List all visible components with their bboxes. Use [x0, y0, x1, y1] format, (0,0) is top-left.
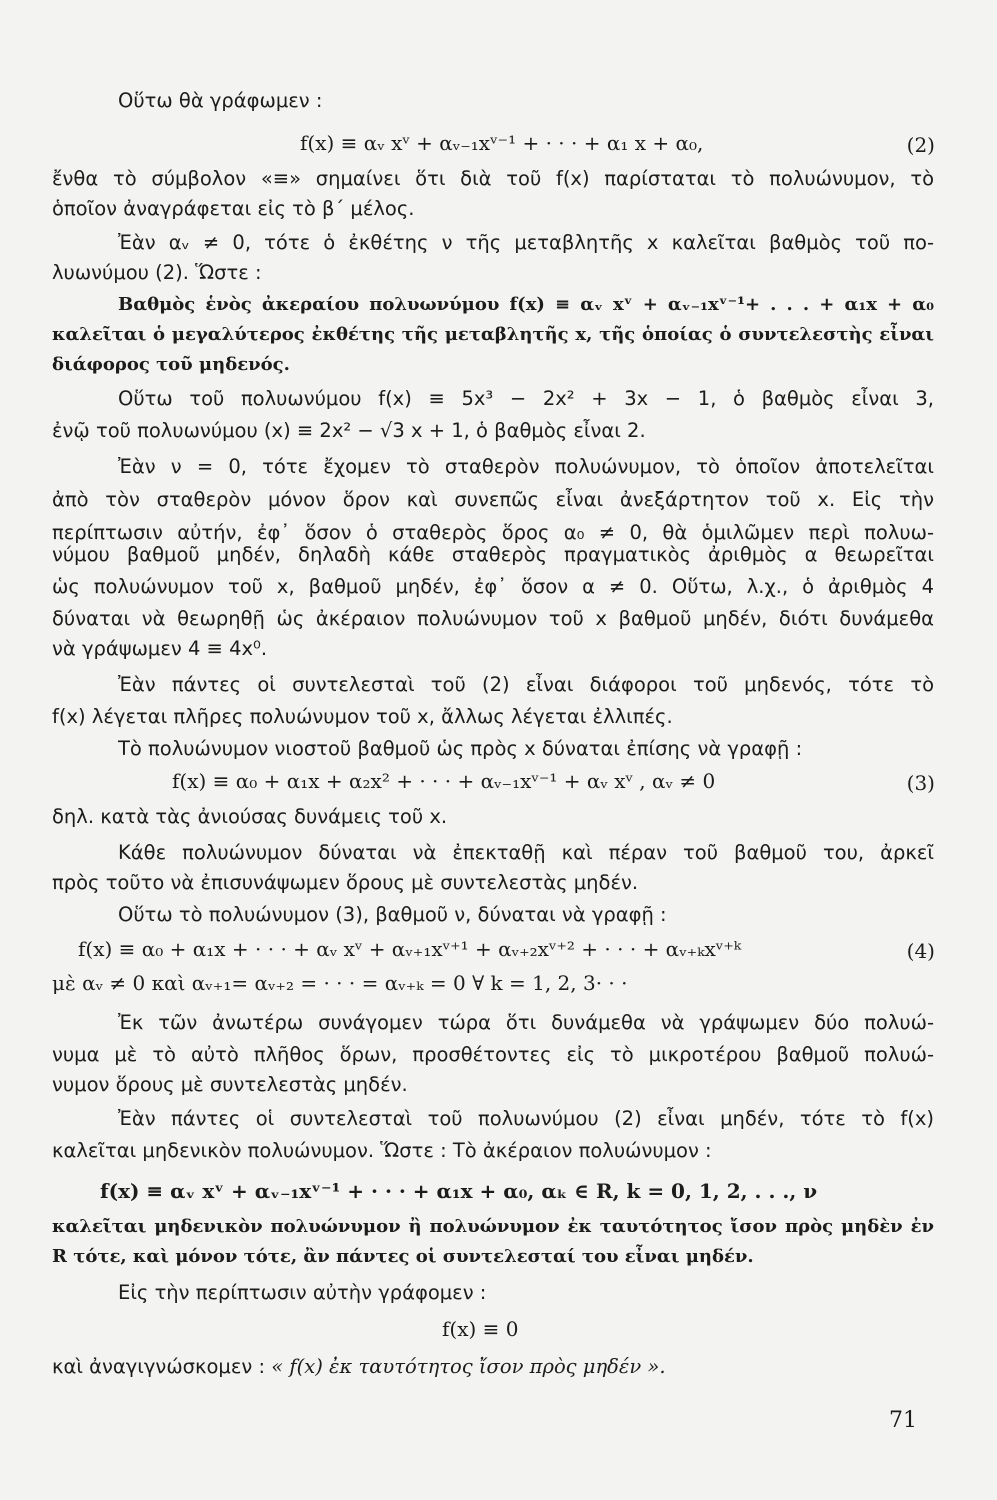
- text-line: νυμον ὅρους μὲ συντελεστὰς μηδέν.: [52, 1073, 408, 1096]
- text-line: δηλ. κατὰ τὰς ἀνιούσας δυνάμεις τοῦ x.: [52, 805, 448, 828]
- text-line: Οὕτω τὸ πολυώνυμον (3), βαθμοῦ ν, δύναται νὰ γραφῇ :: [118, 903, 667, 926]
- equation-4: f(x) ≡ α₀ + α₁x + · · · + αᵥ xᵛ + αᵥ₊₁xᵛ⁺¹ + αᵥ₊₂xᵛ⁺² + · · · + αᵥ₊ₖxᵛ⁺ᵏ: [78, 937, 742, 961]
- definition-line: R τότε, καὶ μόνον τότε, ἂν πάντες οἱ συντελεσταί του εἶναι μηδέν.: [52, 1246, 754, 1267]
- text-line: [52, 1352, 934, 1382]
- page-number: 71: [889, 1408, 917, 1433]
- text-span: καὶ ἀναγιγνώσκομεν :: [52, 1355, 266, 1378]
- definition-line: καλεῖται μηδενικὸν πολυώνυμον ἢ πολυώνυμον ἐκ ταυτότητος ἴσον πρὸς μηδὲν ἐν: [52, 1216, 934, 1237]
- definition-line: Βαθμὸς ἑνὸς ἀκεραίου πολυωνύμου f(x) ≡ αᵥ xᵛ + αᵥ₋₁xᵛ⁻¹+ . . . + α₁x + α₀: [118, 294, 934, 315]
- equation-number: (4): [906, 939, 935, 963]
- quoted-reading: « f(x) ἐκ ταυτότητος ἴσον πρὸς μηδέν ».: [271, 1355, 666, 1378]
- text-line: Οὕτω θὰ γράφωμεν :: [118, 89, 323, 112]
- definition-line: καλεῖται ὁ μεγαλύτερος ἐκθέτης τῆς μεταβλητῆς x, τῆς ὁποίας ὁ συντελεστὴς εἶναι: [52, 324, 934, 345]
- equation-number: (2): [906, 133, 935, 157]
- equation-3: f(x) ≡ α₀ + α₁x + α₂x² + · · · + αᵥ₋₁xᵛ⁻¹ + αᵥ xᵛ , αᵥ ≠ 0: [172, 769, 716, 793]
- text-line: νὰ γράψωμεν 4 ≡ 4x⁰.: [52, 637, 268, 660]
- text-line: πρὸς τοῦτο νὰ ἐπισυνάψωμεν ὅρους μὲ συντελεστὰς μηδέν.: [52, 871, 639, 894]
- definition-line: διάφορος τοῦ μηδενός.: [52, 354, 290, 375]
- text-line: Ἐὰν αᵥ ≠ 0, τότε ὁ ἐκθέτης ν τῆς μεταβλητῆς x καλεῖται βαθμὸς τοῦ πο-: [118, 231, 934, 254]
- equation-6: f(x) ≡ 0: [442, 1317, 519, 1341]
- text-line: νυμα μὲ τὸ αὐτὸ πλῆθος ὅρων, προσθέτοντες εἰς τὸ μικροτέρου βαθμοῦ πολυώ-: [52, 1043, 934, 1066]
- text-line: Ἐκ τῶν ἀνωτέρω συνάγομεν τώρα ὅτι δυνάμεθα νὰ γράψωμεν δύο πολυώ-: [118, 1011, 934, 1034]
- text-line: Τὸ πολυώνυμον νιοστοῦ βαθμοῦ ὡς πρὸς x δύναται ἐπίσης νὰ γραφῇ :: [118, 737, 803, 760]
- text-line: Ἐὰν πάντες οἱ συντελεσταὶ τοῦ πολυωνύμου (2) εἶναι μηδέν, τότε τὸ f(x): [118, 1107, 934, 1130]
- equation-5: f(x) ≡ αᵥ xᵛ + αᵥ₋₁xᵛ⁻¹ + · · · + α₁x + α₀, αₖ ∈ R, k = 0, 1, 2, . . ., ν: [100, 1179, 818, 1203]
- text-line: Κάθε πολυώνυμον δύναται νὰ ἐπεκταθῇ καὶ πέραν τοῦ βαθμοῦ του, ἀρκεῖ: [118, 841, 934, 864]
- text-line: Ἐὰν πάντες οἱ συντελεσταὶ τοῦ (2) εἶναι διάφοροι τοῦ μηδενός, τότε τὸ: [118, 673, 934, 696]
- text-line: ὁποῖον ἀναγράφεται εἰς τὸ β΄ μέλος.: [52, 197, 415, 220]
- text-line: Οὕτω τοῦ πολυωνύμου f(x) ≡ 5x³ − 2x² + 3x − 1, ὁ βαθμὸς εἶναι 3,: [118, 387, 934, 410]
- text-line: δύναται νὰ θεωρηθῇ ὡς ἀκέραιον πολυώνυμον τοῦ x βαθμοῦ μηδέν, διότι δυνάμεθα: [52, 607, 934, 630]
- text-line: Εἰς τὴν περίπτωσιν αὐτὴν γράφομεν :: [118, 1281, 487, 1304]
- text-line: περίπτωσιν αὐτήν, ἐφ᾽ ὅσον ὁ σταθερὸς ὅρος α₀ ≠ 0, θὰ ὁμιλῶμεν περὶ πολυω-: [52, 521, 934, 544]
- text-line: καλεῖται μηδενικὸν πολυώνυμον. Ὥστε : Τὸ ἀκέραιον πολυώνυμον :: [52, 1139, 712, 1162]
- text-line: νύμου βαθμοῦ μηδέν, δηλαδὴ κάθε σταθερὸς πραγματικὸς ἀριθμὸς α θεωρεῖται: [52, 543, 934, 566]
- text-line: ὡς πολυώνυμον τοῦ x, βαθμοῦ μηδέν, ἐφ᾽ ὅσον α ≠ 0. Οὕτω, λ.χ., ὁ ἀριθμὸς 4: [52, 575, 934, 598]
- text-line: Ἐὰν ν = 0, τότε ἔχομεν τὸ σταθερὸν πολυώνυμον, τὸ ὁποῖον ἀποτελεῖται: [118, 455, 934, 478]
- text-line: ἐνῷ τοῦ πολυωνύμου (x) ≡ 2x² − √3 x + 1, ὁ βαθμὸς εἶναι 2.: [52, 419, 646, 442]
- text-line: f(x) λέγεται πλῆρες πολυώνυμον τοῦ x, ἄλλως λέγεται ἐλλιπές.: [52, 705, 673, 728]
- text-line: ἀπὸ τὸν σταθερὸν μόνον ὅρον καὶ συνεπῶς εἶναι ἀνεξάρτητον τοῦ x. Εἰς τὴν: [52, 488, 934, 511]
- text-line: λυωνύμου (2). Ὥστε :: [52, 261, 262, 284]
- equation-number: (3): [906, 771, 935, 795]
- equation-4-condition: μὲ αᵥ ≠ 0 καὶ αᵥ₊₁= αᵥ₊₂ = · · · = αᵥ₊ₖ = 0 ∀ k = 1, 2, 3· · ·: [52, 971, 628, 995]
- equation-2: f(x) ≡ αᵥ xᵛ + αᵥ₋₁xᵛ⁻¹ + · · · + α₁ x + α₀,: [300, 131, 704, 155]
- text-line: ἔνθα τὸ σύμβολον «≡» σημαίνει ὅτι διὰ τοῦ f(x) παρίσταται τὸ πολυώνυμον, τὸ: [52, 167, 934, 190]
